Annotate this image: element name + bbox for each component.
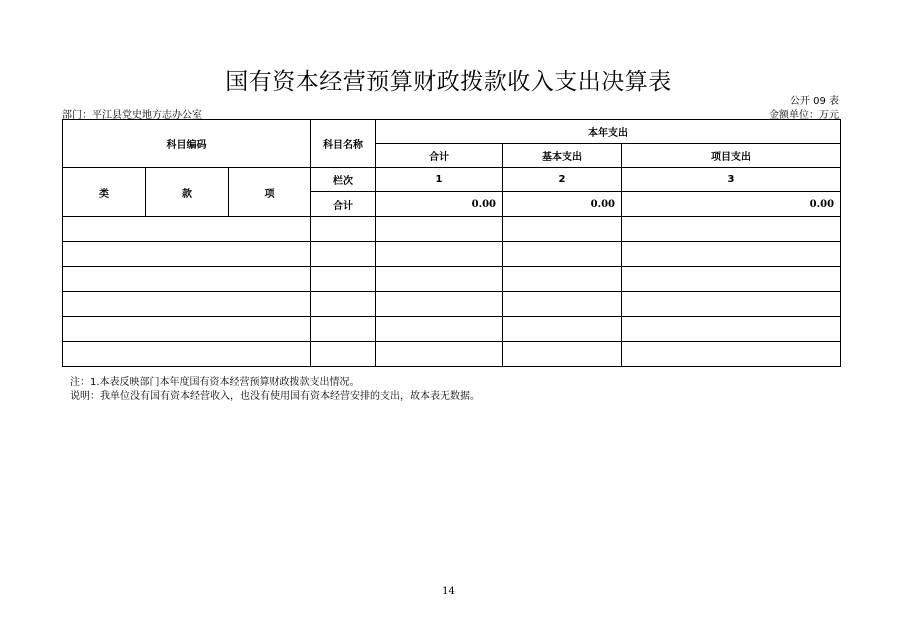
row-index-3: 3 [622, 168, 841, 192]
row-index-label: 栏次 [311, 168, 376, 192]
notes [70, 376, 480, 404]
table-row [63, 242, 841, 267]
table-row [63, 342, 841, 367]
header-total: 合计 [376, 144, 503, 168]
table-row [63, 217, 841, 242]
header-subject-code: 科目编码 [63, 120, 311, 168]
row-index-1: 1 [376, 168, 503, 192]
final-accounts-table [62, 119, 841, 367]
row-index-2: 2 [503, 168, 622, 192]
header-subject-name: 科目名称 [311, 120, 376, 168]
header-project-expense: 项目支出 [622, 144, 841, 168]
table-row [63, 317, 841, 342]
table-row [63, 292, 841, 317]
header-current-year-expense: 本年支出 [376, 120, 841, 144]
form-code: 公开 09 表 [789, 96, 839, 107]
page-number: 14 [442, 586, 455, 597]
department-label: 部门：平江县党史地方志办公室 [62, 110, 202, 121]
table-row [63, 267, 841, 292]
total-value: 0.00 [376, 192, 503, 217]
total-row-label: 合计 [311, 192, 376, 217]
note-line-1: 注：1.本表反映部门本年度国有资本经营预算财政拨款支出情况。 [70, 377, 360, 388]
header-basic-expense: 基本支出 [503, 144, 622, 168]
header-class: 类 [63, 168, 146, 217]
note-line-2: 说明：我单位没有国有资本经营收入，也没有使用国有资本经营安排的支出，故本表无数据。 [70, 391, 480, 402]
project-value: 0.00 [622, 192, 841, 217]
basic-value: 0.00 [503, 192, 622, 217]
header-section: 款 [146, 168, 229, 217]
page-title: 国有资本经营预算财政拨款收入支出决算表 [225, 69, 672, 95]
header-item: 项 [229, 168, 311, 217]
amount-unit: 金额单位：万元 [769, 110, 839, 121]
